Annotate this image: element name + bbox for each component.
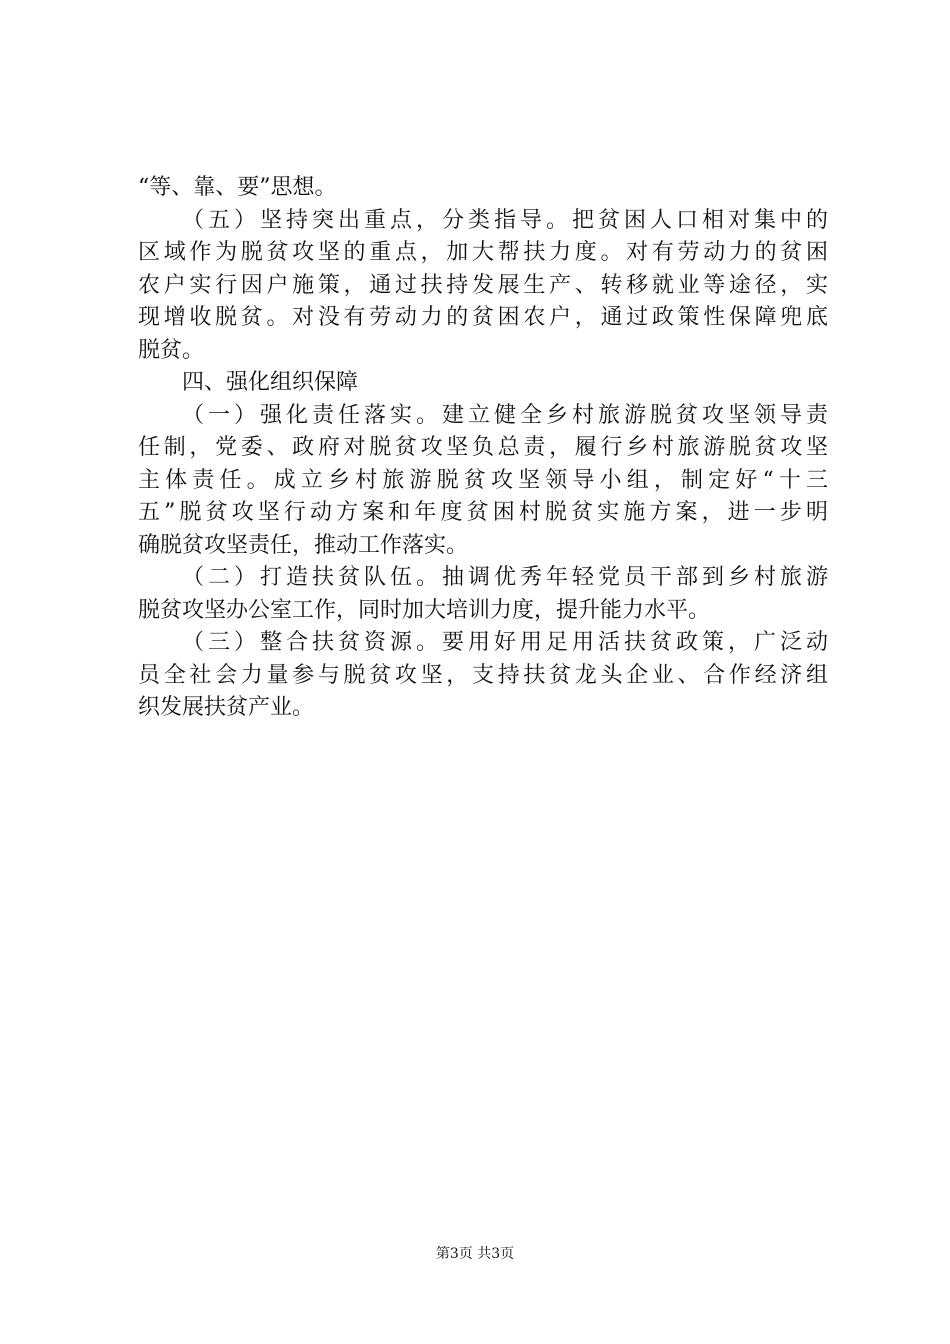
- paragraph-line: 现增收脱贫。对没有劳动力的贫困农户，通过政策性保障兜底: [138, 305, 828, 330]
- paragraph-line: 五”脱贫攻坚行动方案和年度贫困村脱贫实施方案，进一步明: [138, 500, 828, 525]
- paragraph-line: 脱贫。: [138, 337, 205, 363]
- page-footer: 第3页 共3页: [435, 1246, 515, 1262]
- paragraph-line: 农户实行因户施策，通过扶持发展生产、转移就业等途径，实: [138, 272, 828, 298]
- paragraph-line: 脱贫攻坚办公室工作，同时加大培训力度，提升能力水平。: [138, 597, 711, 623]
- paragraph-line: 主体责任。成立乡村旅游脱贫攻坚领导小组，制定好“十三: [138, 467, 828, 493]
- paragraph-line: （一）强化责任落实。建立健全乡村旅游脱贫攻坚领导责: [182, 402, 828, 428]
- paragraph-line: （二）打造扶贫队伍。抽调优秀年轻党员干部到乡村旅游: [182, 565, 828, 590]
- paragraph-line: （五）坚持突出重点，分类指导。把贫困人口相对集中的: [182, 207, 828, 233]
- document-body: [138, 172, 828, 725]
- paragraph-line: 区域作为脱贫攻坚的重点，加大帮扶力度。对有劳动力的贫困: [138, 240, 828, 265]
- section-heading: 四、强化组织保障: [182, 370, 359, 395]
- paragraph-line: 确脱贫攻坚责任，推动工作落实。: [138, 532, 469, 558]
- paragraph-line: 织发展扶贫产业。: [138, 695, 315, 720]
- paragraph-line: 员全社会力量参与脱贫攻坚，支持扶贫龙头企业、合作经济组: [138, 662, 828, 688]
- paragraph-line: 任制，党委、政府对脱贫攻坚负总责，履行乡村旅游脱贫攻坚: [138, 435, 828, 460]
- paragraph-line: （三）整合扶贫资源。要用好用足用活扶贫政策，广泛动: [182, 630, 828, 655]
- paragraph-line: “等、靠、要”思想。: [138, 175, 337, 200]
